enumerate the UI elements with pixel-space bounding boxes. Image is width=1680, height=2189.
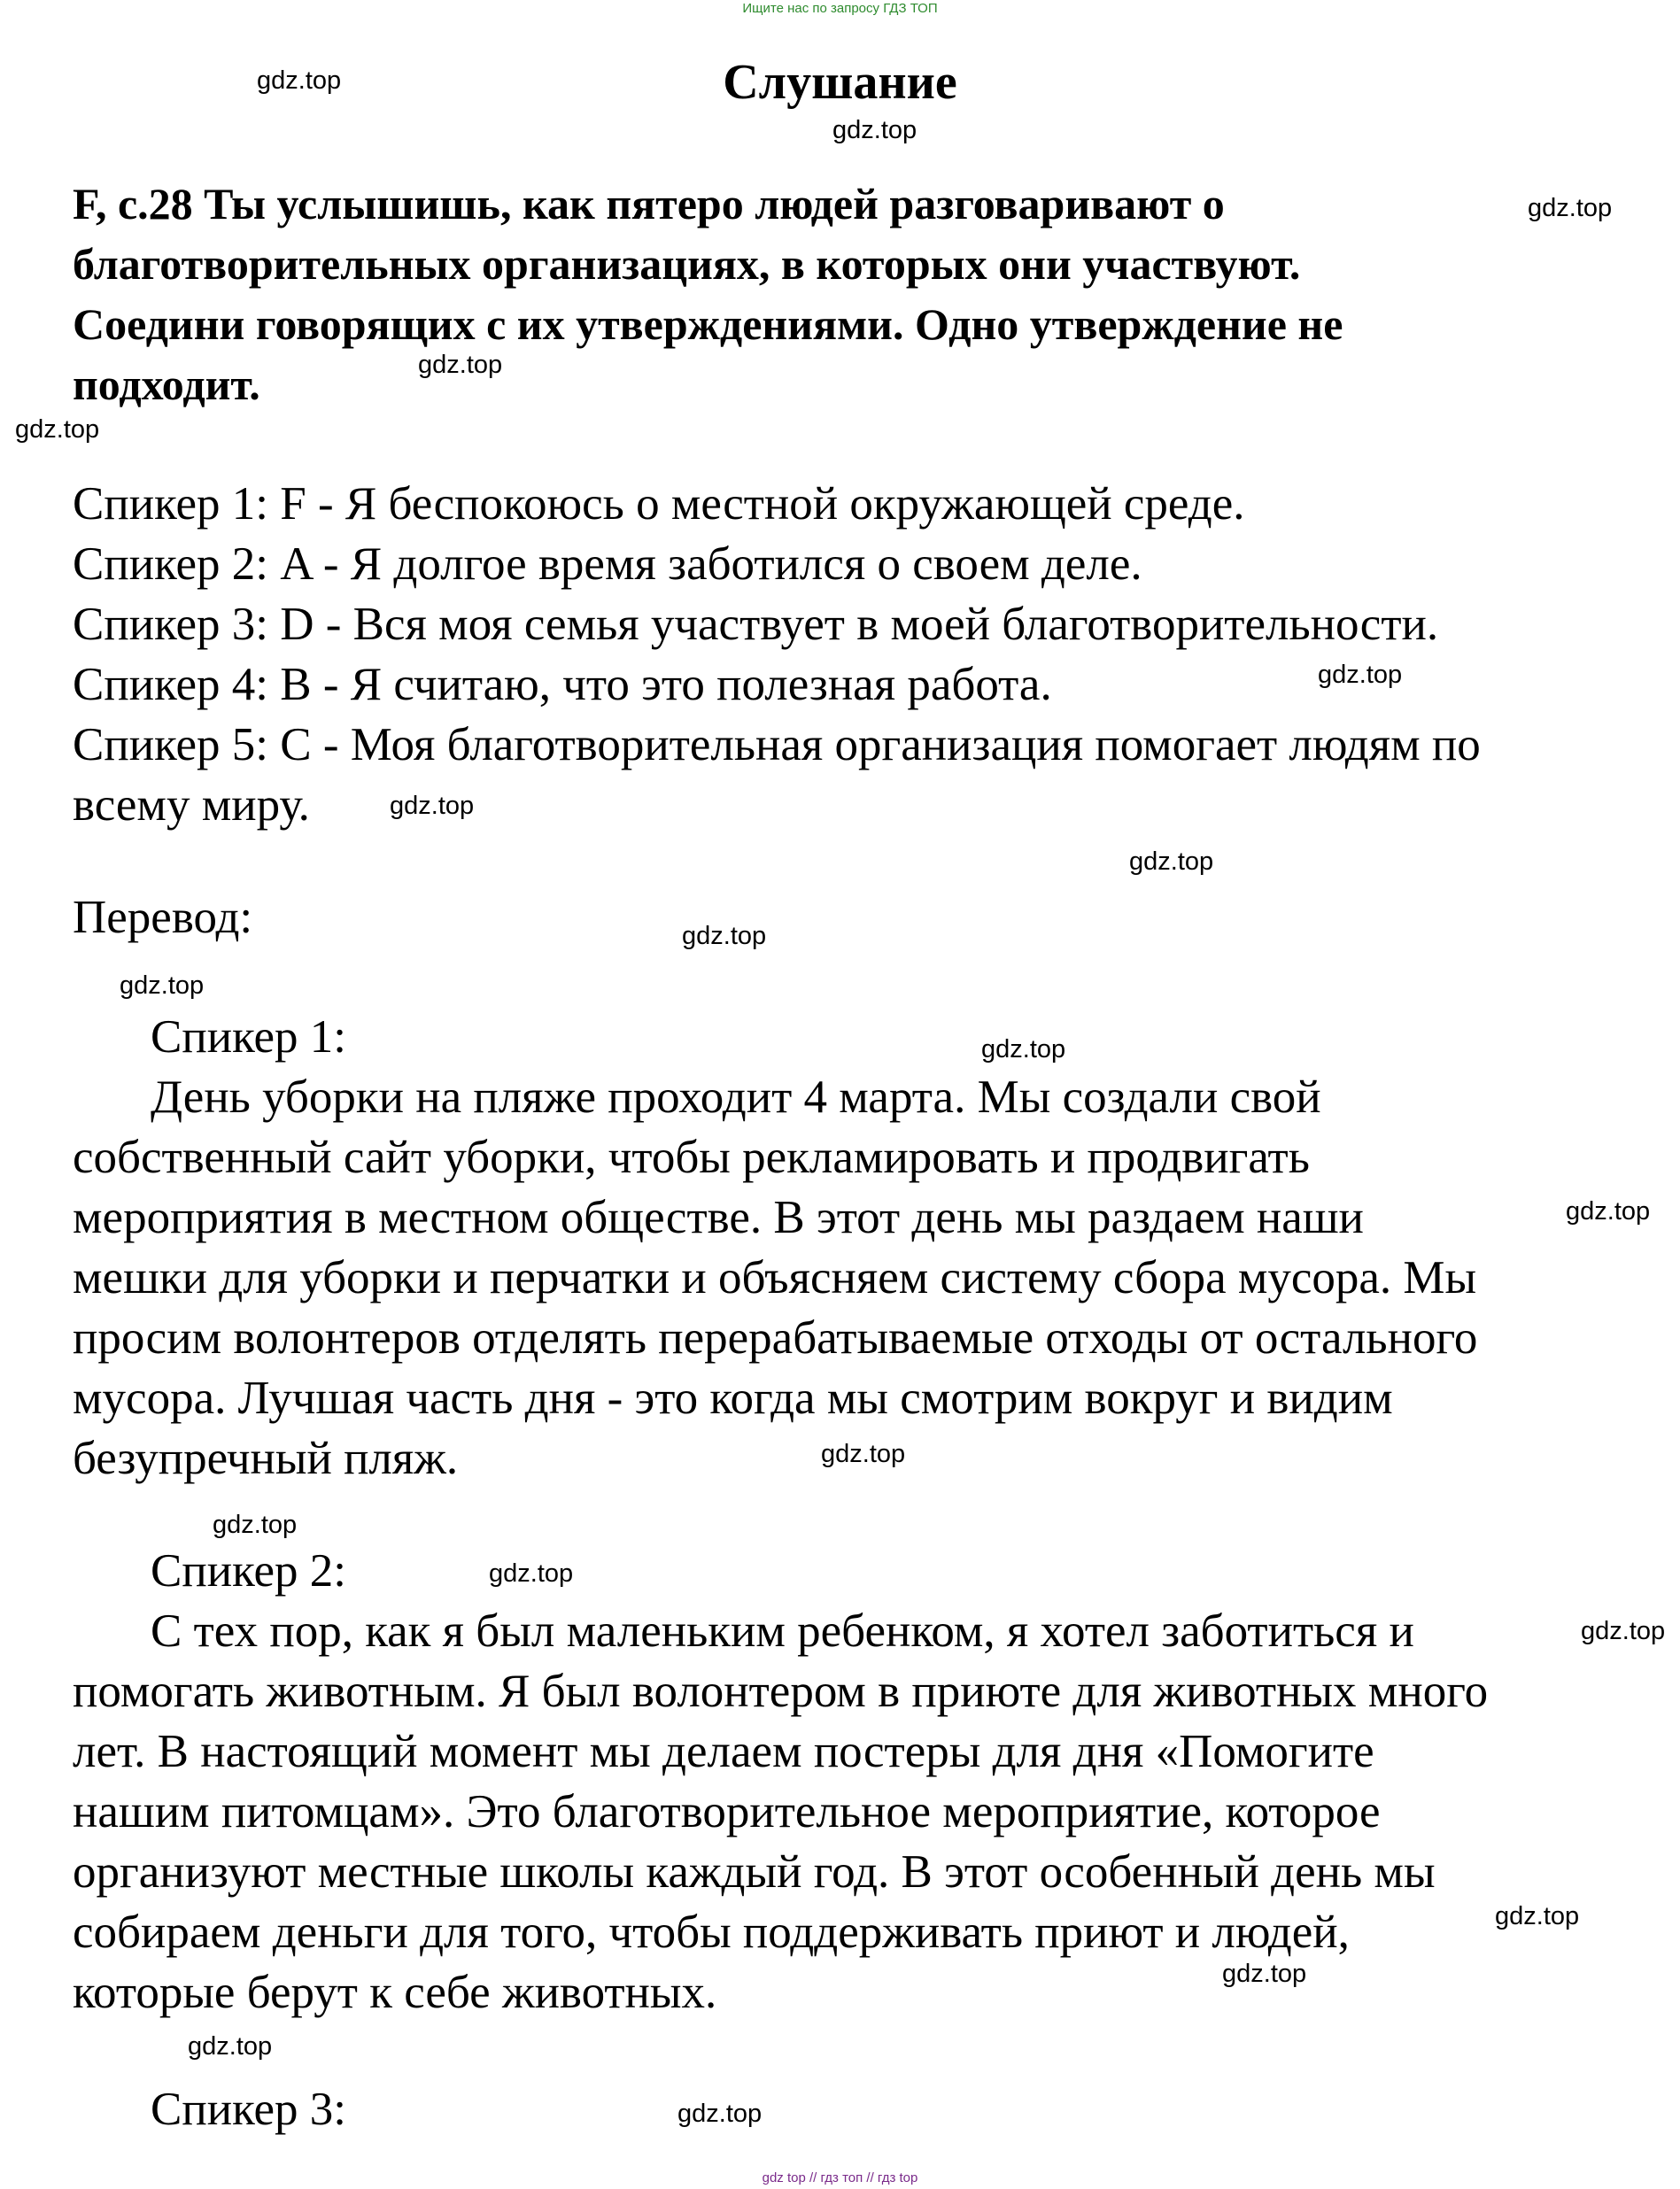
watermark: gdz.top [489,1559,574,1588]
answer-line: Спикер 4: B - Я считаю, что это полезная работа. [73,659,1052,710]
paragraph-line: собираем деньги для того, чтобы поддерживать приют и людей, [73,1907,1350,1958]
watermark: gdz.top [1495,1902,1580,1930]
speaker-label: Спикер 1: [151,1011,347,1063]
paragraph-line: мешки для уборки и перчатки и объясняем систему сбора мусора. Мы [73,1252,1477,1303]
watermark: gdz.top [188,2032,273,2061]
paragraph-line: организуют местные школы каждый год. В этот особенный день мы [73,1846,1436,1898]
page-title: Слушание [723,55,957,110]
answers-list [73,474,1481,835]
paragraph-line: которые берут к себе животных. [73,1967,717,2018]
paragraph-line: помогать животным. Я был волонтером в приюте для животных много [73,1666,1489,1717]
task-line: Соедини говорящих с их утверждениями. Одно утверждение не [73,299,1343,349]
footer-banner[interactable]: gdz top // гдз топ // гдз top [762,2170,918,2185]
speaker-2-section [73,1541,1488,2023]
task-statement [73,174,1578,414]
watermark: gdz.top [1528,194,1613,222]
watermark: gdz.top [213,1511,298,1539]
speaker-3-section [73,2079,346,2139]
header-banner[interactable]: Ищите нас по запросу ГДЗ ТОП [742,1,938,16]
speaker-label: Спикер 2: [151,1545,347,1597]
watermark: gdz.top [677,2100,763,2128]
paragraph-line: собственный сайт уборки, чтобы рекламировать и продвигать [73,1132,1310,1183]
paragraph-line: просим волонтеров отделять перерабатываемые отходы от остального [73,1312,1478,1364]
watermark: gdz.top [1318,661,1403,689]
answer-line: Спикер 1: F - Я беспокоюсь о местной окружающей среде. [73,478,1245,530]
watermark: gdz.top [1222,1960,1307,1988]
speaker-1-section [73,1007,1477,1489]
watermark: gdz.top [120,971,205,1000]
watermark: gdz.top [1566,1197,1651,1226]
watermark: gdz.top [821,1440,906,1468]
task-line: F, с.28 Ты услышишь, как пятеро людей разговаривают о [73,179,1225,228]
task-line: подходит. [73,360,260,409]
paragraph-line: мусора. Лучшая часть дня - это когда мы смотрим вокруг и видим [73,1373,1393,1424]
speaker-label: Спикер 3: [151,2084,347,2135]
translation-heading: Перевод: [73,892,253,943]
watermark: gdz.top [832,116,917,144]
watermark: gdz.top [418,351,503,379]
paragraph-line: безупречный пляж. [73,1433,459,1484]
watermark: gdz.top [682,922,767,950]
watermark: gdz.top [981,1035,1066,1064]
watermark: gdz.top [390,792,475,820]
paragraph-line: С тех пор, как я был маленьким ребенком, я хотел заботиться и [151,1605,1414,1657]
paragraph-line: День уборки на пляже проходит 4 марта. Мы создали свой [151,1071,1321,1123]
watermark: gdz.top [1129,847,1214,876]
paragraph-line: мероприятия в местном обществе. В этот день мы раздаем наши [73,1192,1364,1243]
paragraph-line: нашим питомцам». Это благотворительное мероприятие, которое [73,1786,1381,1837]
task-line: благотворительных организациях, в которых они участвуют. [73,239,1301,289]
answer-line: Спикер 3: D - Вся моя семья участвует в моей благотворительности. [73,599,1439,650]
watermark: gdz.top [257,66,342,95]
watermark: gdz.top [1581,1617,1666,1645]
answer-line: всему миру. [73,779,310,831]
watermark: gdz.top [15,415,100,444]
answer-line: Спикер 2: A - Я долгое время заботился о своем деле. [73,538,1142,590]
paragraph-line: лет. В настоящий момент мы делаем постеры для дня «Помогите [73,1726,1374,1777]
answer-line: Спикер 5: C - Моя благотворительная организация помогает людям по [73,719,1481,770]
